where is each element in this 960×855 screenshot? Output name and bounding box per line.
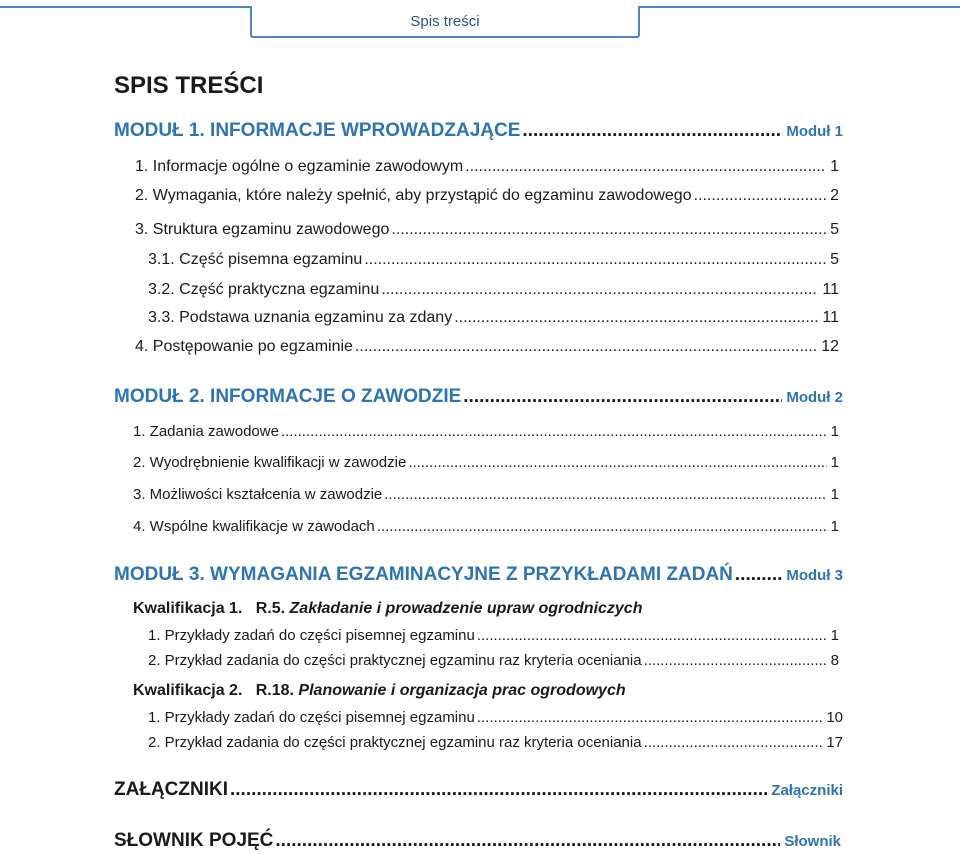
- header-rule-left: [0, 6, 252, 8]
- header-tab: [250, 6, 640, 38]
- toc-title: SPIS TREŚCI: [114, 72, 264, 99]
- toc-entry[interactable]: [0, 652, 960, 669]
- leader-dots: [522, 120, 782, 142]
- toc-entry-text: MODUŁ 2. INFORMACJE O ZAWODZIE: [114, 386, 462, 407]
- toc-entry-page: 12: [821, 338, 839, 355]
- leader-dots: [465, 158, 826, 176]
- toc-entry[interactable]: [0, 187, 960, 205]
- toc-entry[interactable]: [0, 486, 960, 503]
- toc-entry[interactable]: [0, 454, 960, 471]
- leader-dots: [477, 627, 827, 644]
- toc-entry-text: MODUŁ 1. INFORMACJE WPROWADZAJĄCE: [114, 120, 521, 141]
- toc-entry-page: Załączniki: [771, 782, 843, 799]
- leader-dots: [477, 709, 822, 726]
- leader-dots: [408, 454, 826, 471]
- toc-entry[interactable]: [0, 338, 960, 356]
- toc-entry[interactable]: [0, 518, 960, 535]
- toc-entry-page: 1: [830, 486, 839, 503]
- toc-entry-page: 10: [826, 709, 843, 726]
- toc-entry-text: 3. Możliwości kształcenia w zawodzie: [133, 486, 383, 503]
- leader-dots: [377, 518, 827, 535]
- leader-dots: [275, 830, 780, 852]
- toc-entry-text: 3.2. Część praktyczna egzaminu: [148, 281, 380, 298]
- kwalifikacja-prefix: Kwalifikacja 2. R.18.: [133, 682, 299, 699]
- toc-entry-text: 2. Przykład zadania do części praktycznej egzaminu raz kryteria oceniania: [148, 734, 642, 751]
- toc-entry-page: 5: [830, 251, 839, 268]
- toc-entry-page: 1: [830, 454, 839, 471]
- toc-entry[interactable]: [0, 251, 960, 269]
- toc-entry-text: MODUŁ 3. WYMAGANIA EGZAMINACYJNE Z PRZYKŁADAMI ZADAŃ: [114, 564, 733, 585]
- toc-entry[interactable]: [0, 627, 960, 644]
- toc-entry-page: 1: [830, 158, 839, 175]
- leader-dots: [644, 652, 827, 669]
- toc-entry[interactable]: [0, 309, 960, 327]
- toc-entry-text: 3. Struktura egzaminu zawodowego: [135, 221, 390, 238]
- header-tab-title: Spis treści: [410, 12, 480, 30]
- kwalifikacja-1-heading: [0, 600, 960, 618]
- leader-dots: [463, 386, 782, 408]
- toc-entry-text: 1. Przykłady zadań do części pisemnej egzaminu: [148, 627, 475, 644]
- leader-dots: [454, 309, 818, 327]
- toc-entry-page: 1: [830, 423, 839, 440]
- toc-entry[interactable]: [0, 423, 960, 440]
- toc-entry-text: 1. Przykłady zadań do części pisemnej egzaminu: [148, 709, 475, 726]
- toc-entry-text: ZAŁĄCZNIKI: [114, 779, 228, 800]
- toc-entry-modul-2[interactable]: [0, 386, 960, 408]
- leader-dots: [735, 564, 782, 586]
- toc-entry-text: 2. Wymagania, które należy spełnić, aby przystąpić do egzaminu zawodowego: [135, 187, 692, 204]
- toc-entry-page: 5: [830, 221, 839, 238]
- toc-entry-page: Moduł 1: [786, 123, 843, 140]
- leader-dots: [694, 187, 827, 205]
- toc-entry-zalaczniki[interactable]: [0, 779, 960, 801]
- toc-entry[interactable]: [0, 734, 960, 751]
- toc-entry-slownik[interactable]: [0, 830, 960, 852]
- leader-dots: [381, 281, 818, 299]
- toc-entry-page: 8: [830, 652, 839, 669]
- leader-dots: [391, 221, 826, 239]
- toc-entry-text: 3.1. Część pisemna egzaminu: [148, 251, 363, 268]
- toc-entry-page: 11: [822, 281, 839, 298]
- leader-dots: [644, 734, 823, 751]
- toc-entry[interactable]: [0, 158, 960, 176]
- toc-entry-text: 1. Zadania zawodowe: [133, 423, 279, 440]
- kwalifikacja-prefix: Kwalifikacja 1. R.5.: [133, 600, 290, 617]
- kwalifikacja-name: Zakładanie i prowadzenie upraw ogrodniczych: [289, 600, 643, 617]
- toc-entry-modul-1[interactable]: [0, 120, 960, 142]
- toc-entry-page: 11: [822, 309, 839, 326]
- kwalifikacja-name: Planowanie i organizacja prac ogrodowych: [298, 682, 626, 699]
- toc-entry[interactable]: [0, 709, 960, 726]
- toc-entry-page: 2: [830, 187, 839, 204]
- toc-entry-text: 4. Postępowanie po egzaminie: [135, 338, 353, 355]
- toc-entry[interactable]: [0, 281, 960, 299]
- toc-entry-text: 3.3. Podstawa uznania egzaminu za zdany: [148, 309, 453, 326]
- toc-entry-page: 17: [826, 734, 843, 751]
- toc-entry-text: 4. Wspólne kwalifikacje w zawodach: [133, 518, 375, 535]
- toc-entry-page: 1: [830, 627, 839, 644]
- header-rule-right: [640, 6, 960, 8]
- toc-entry-page: 1: [830, 518, 839, 535]
- leader-dots: [384, 486, 826, 503]
- toc-entry-page: Moduł 3: [786, 567, 843, 584]
- toc-entry-text: 2. Wyodrębnienie kwalifikacji w zawodzie: [133, 454, 407, 471]
- toc-entry-page: Moduł 2: [786, 389, 843, 406]
- kwalifikacja-2-heading: [0, 682, 960, 700]
- leader-dots: [230, 779, 767, 801]
- toc-entry-modul-3[interactable]: [0, 564, 960, 586]
- toc-entry-text: 1. Informacje ogólne o egzaminie zawodowym: [135, 158, 464, 175]
- toc-entry-text: 2. Przykład zadania do części praktycznej egzaminu raz kryteria oceniania: [148, 652, 642, 669]
- toc-entry-text: SŁOWNIK POJĘĆ: [114, 830, 274, 851]
- toc-entry[interactable]: [0, 221, 960, 239]
- leader-dots: [355, 338, 817, 356]
- leader-dots: [281, 423, 827, 440]
- toc-entry-page: Słownik: [784, 833, 841, 850]
- leader-dots: [364, 251, 826, 269]
